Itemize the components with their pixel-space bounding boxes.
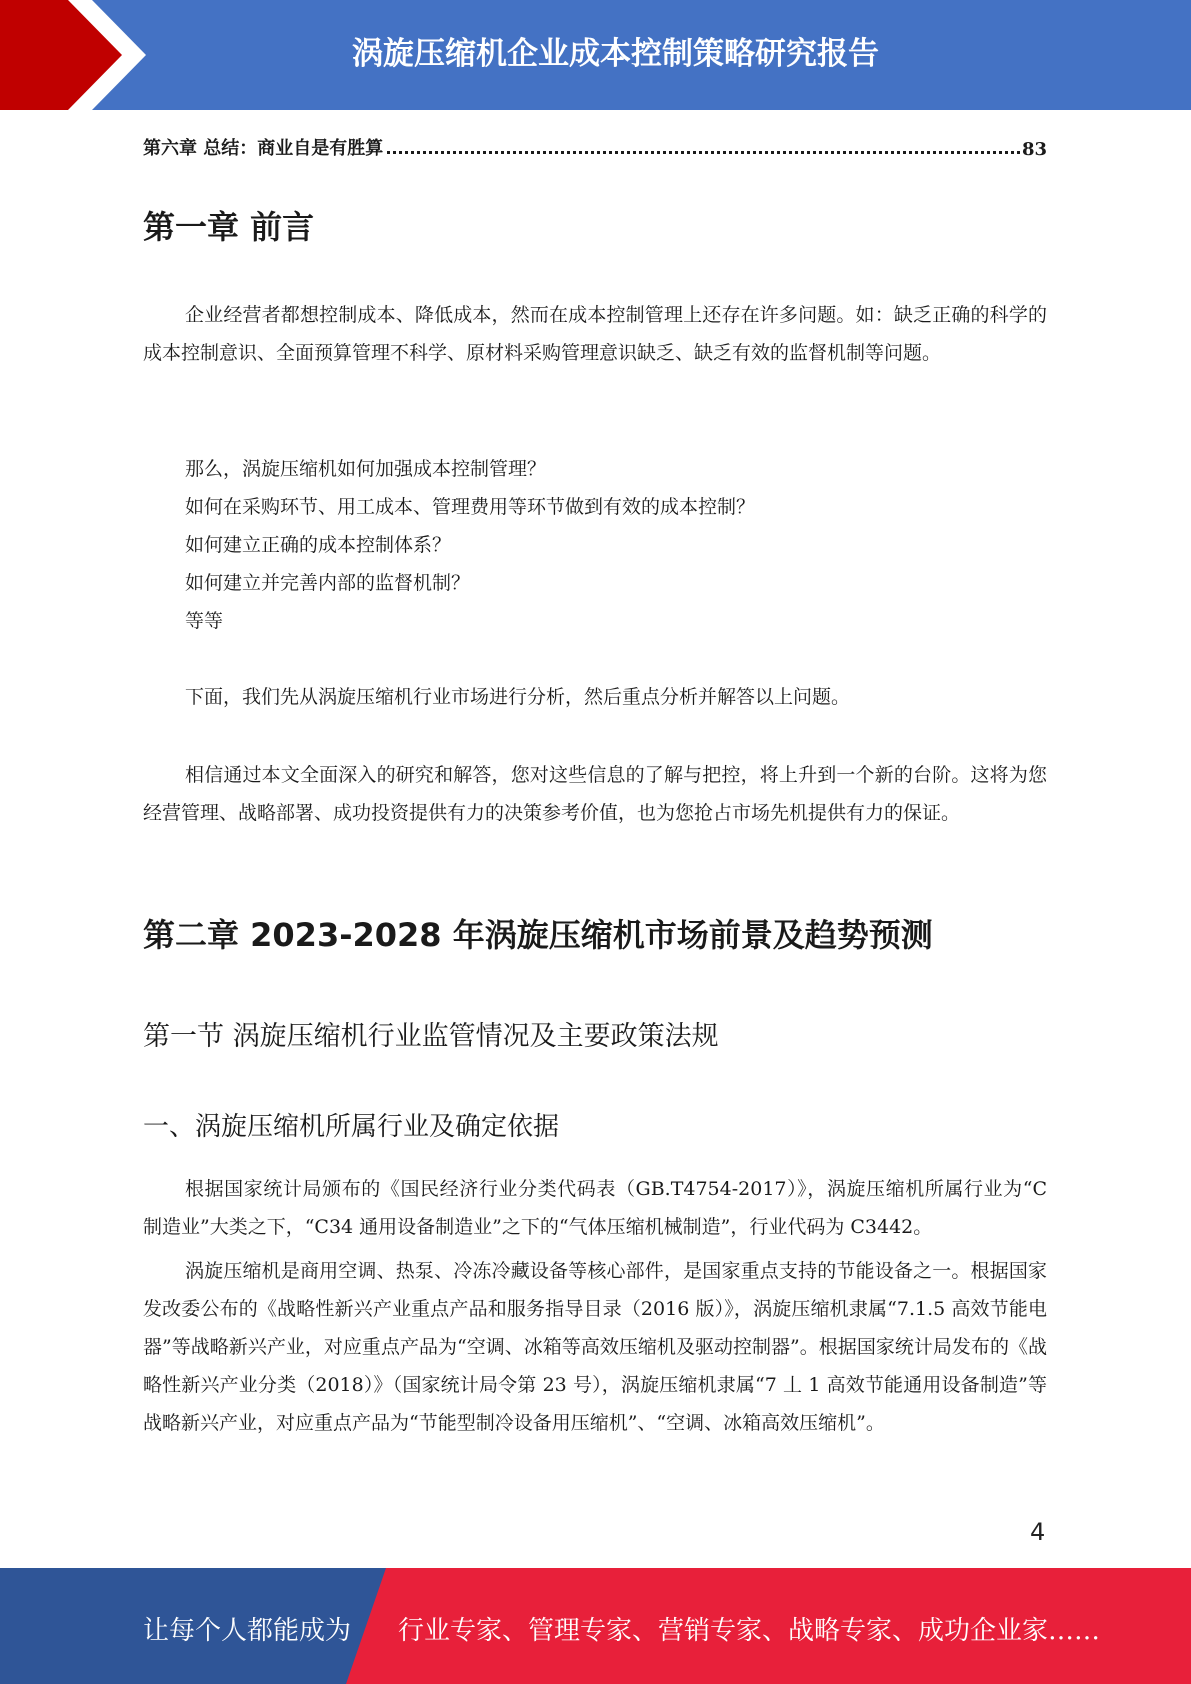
- report-title: 涡旋压缩机企业成本控制策略研究报告: [352, 36, 879, 72]
- footer-slogan-right: 行业专家、管理专家、营销专家、战略专家、成功企业家……: [398, 1616, 1101, 1646]
- toc-entry-page: 83: [1021, 139, 1047, 160]
- toc-entry-label: 第六章 总结：商业自是有胜算: [143, 138, 384, 159]
- chapter-2-heading: 第二章 2023-2028 年涡旋压缩机市场前景及趋势预测: [143, 916, 933, 954]
- chapter-2-paragraph-2: 涡旋压缩机是商用空调、热泵、冷冻冷藏设备等核心部件，是国家重点支持的节能设备之一。根据国家发改委公布的《战略性新兴产业重点产品和服务指导目录（2016 版）》，涡旋压缩机隶属“7.1.5 高效节能电器”等战略新兴产业，对应重点产品为“空调、冰箱等高效压缩机及驱动控制器”。根据国家统计局发布的《战略性新兴产业分类（2018）》（国家统计局令第 23 号），涡旋压缩机隶属“7 丄 1 高效节能通用设备制造”等战略新兴产业，对应重点产品为“节能型制冷设备用压缩机”、“空调、冰箱高效压缩机”。: [143, 1260, 1047, 1434]
- chapter-1-paragraph-3: 相信通过本文全面深入的研究和解答，您对这些信息的了解与把控，将上升到一个新的台阶。这将为您经营管理、战略部署、成功投资提供有力的决策参考价值，也为您抢占市场先机提供有力的保证。: [143, 764, 1047, 824]
- page-number: 4: [1030, 1518, 1046, 1546]
- page-footer: [0, 1568, 1191, 1684]
- question-3: 如何建立正确的成本控制体系？: [185, 534, 452, 556]
- footer-slogan-left: 让每个人都能成为: [143, 1616, 352, 1646]
- chapter-1-paragraph-2: 下面，我们先从涡旋压缩机行业市场进行分析，然后重点分析并解答以上问题。: [185, 686, 851, 708]
- question-2: 如何在采购环节、用工成本、管理费用等环节做到有效的成本控制？: [185, 496, 756, 518]
- page-header: [0, 0, 1191, 110]
- toc-entry[interactable]: [143, 130, 1047, 160]
- toc-leader-dots: [387, 151, 1020, 154]
- section-1-heading: 第一节 涡旋压缩机行业监管情况及主要政策法规: [143, 1021, 719, 1052]
- chapter-2-paragraph-1: 根据国家统计局颁布的《国民经济行业分类代码表（GB.T4754-2017）》，涡旋压缩机所属行业为“C 制造业”大类之下，“C34 通用设备制造业”之下的“气体压缩机械制造”，行业代码为 C3442。: [143, 1178, 1047, 1238]
- question-1: 那么，涡旋压缩机如何加强成本控制管理？: [185, 458, 547, 480]
- chapter-1-heading: 第一章 前言: [143, 208, 315, 246]
- subsection-1-heading: 一、涡旋压缩机所属行业及确定依据: [143, 1112, 560, 1142]
- question-etc: 等等: [185, 610, 224, 632]
- question-4: 如何建立并完善内部的监督机制？: [185, 572, 471, 594]
- chapter-1-paragraph-1: 企业经营者都想控制成本、降低成本，然而在成本控制管理上还存在许多问题。如：缺乏正确的科学的成本控制意识、全面预算管理不科学、原材料采购管理意识缺乏、缺乏有效的监督机制等问题。: [143, 304, 1047, 364]
